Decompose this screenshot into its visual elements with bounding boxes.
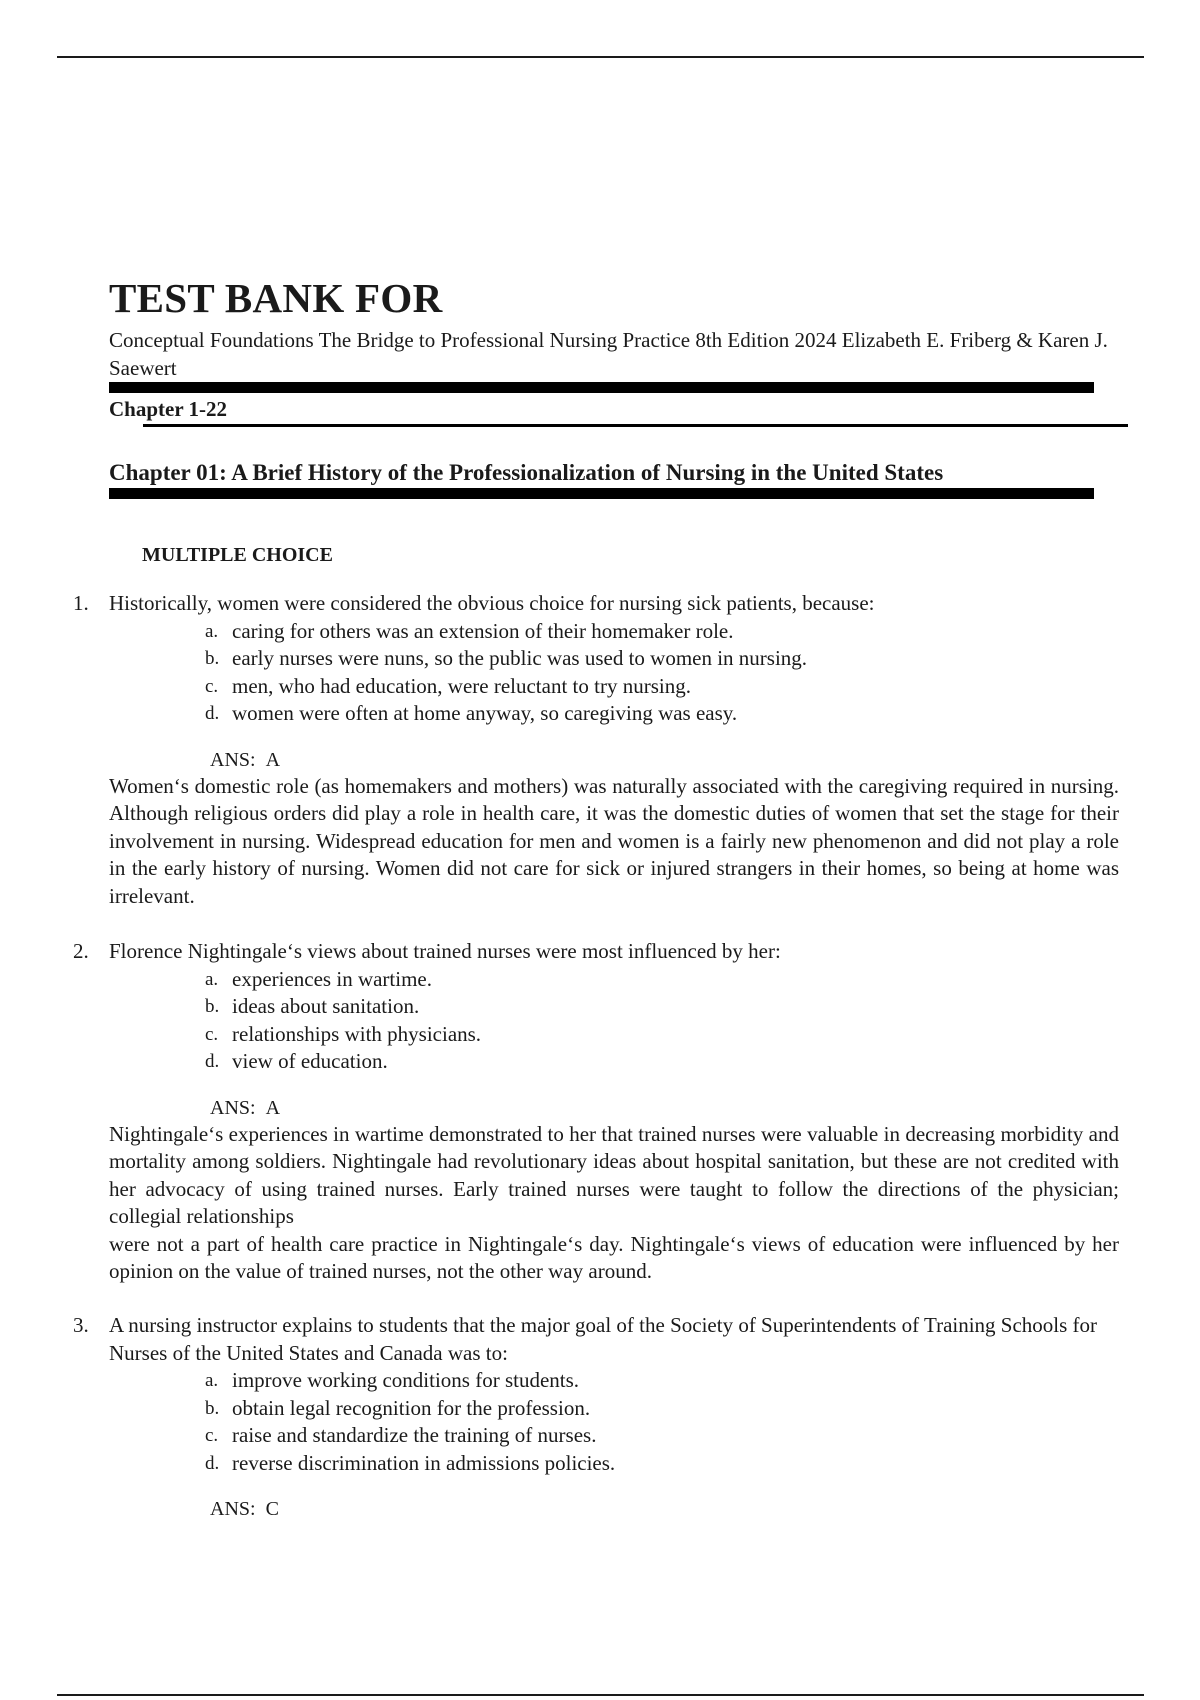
option-text: ideas about sanitation. bbox=[232, 994, 420, 1018]
question-text: Historically, women were considered the obvious choice for nursing sick patients, because: bbox=[109, 591, 875, 615]
answer-options bbox=[205, 966, 1133, 1076]
question-stem bbox=[73, 1312, 1133, 1367]
divider-bar-thick bbox=[109, 488, 1094, 499]
option-text: obtain legal recognition for the profession. bbox=[232, 1395, 591, 1420]
option-item bbox=[205, 1048, 1133, 1076]
option-letter: a. bbox=[205, 1370, 219, 1391]
option-letter: b. bbox=[205, 648, 220, 669]
answer-label: ANS: bbox=[210, 748, 256, 771]
document-subtitle: Conceptual Foundations The Bridge to Professional Nursing Practice 8th Edition 2024 Elizabeth E. Friberg & Karen J. Saewert bbox=[109, 328, 1108, 380]
document-title: TEST BANK FOR bbox=[109, 275, 443, 321]
question-stem bbox=[73, 590, 1133, 618]
answer-value: A bbox=[265, 1096, 281, 1119]
option-text: men, who had education, were reluctant to try nursing. bbox=[232, 673, 691, 698]
answer-key bbox=[210, 1496, 1133, 1522]
option-letter: c. bbox=[205, 1425, 219, 1446]
rationale-paragraph: were not a part of health care practice in Nightingale‘s day. Nightingale‘s views of education were influenced by her opinion on the value of trained nurses, not the other way around. bbox=[109, 1231, 1119, 1283]
answer-options bbox=[205, 618, 1133, 728]
answer-options bbox=[205, 1367, 1133, 1477]
option-item bbox=[205, 618, 1133, 646]
section-heading: MULTIPLE CHOICE bbox=[142, 544, 333, 566]
rationale-paragraph: Nightingale‘s experiences in wartime demonstrated to her that trained nurses were valuable in decreasing morbidity and mortality among soldiers. Nightingale had revolutionary ideas about hospital sanitation, but these are not credited with her advocacy of using trained nurses. Early trained nurses were taught to follow the directions of the physician; collegial relationships bbox=[109, 1121, 1119, 1228]
option-item bbox=[205, 1422, 1133, 1450]
question-2 bbox=[73, 938, 1133, 1286]
question-number: 1. bbox=[73, 591, 89, 615]
question-text: Florence Nightingale‘s views about trained nurses were most influenced by her: bbox=[109, 939, 781, 963]
option-text: raise and standardize the training of nurses. bbox=[232, 1423, 597, 1447]
divider-bar-thick bbox=[109, 382, 1094, 393]
option-letter: d. bbox=[205, 1051, 220, 1072]
option-letter: c. bbox=[205, 1023, 219, 1045]
question-number: 2. bbox=[73, 939, 89, 963]
option-item bbox=[205, 1367, 1133, 1395]
option-text: early nurses were nuns, so the public was used to women in nursing. bbox=[232, 646, 808, 670]
option-text: relationships with physicians. bbox=[232, 1021, 482, 1046]
answer-value: C bbox=[265, 1498, 279, 1520]
option-text: experiences in wartime. bbox=[232, 966, 432, 991]
option-letter: c. bbox=[205, 675, 219, 697]
chapter-range: Chapter 1-22 bbox=[109, 397, 228, 421]
option-item bbox=[205, 1450, 1133, 1478]
option-letter: b. bbox=[205, 1397, 220, 1419]
option-letter: b. bbox=[205, 996, 220, 1017]
answer-key bbox=[210, 747, 1133, 773]
chapter-title: Chapter 01: A Brief History of the Professionalization of Nursing in the United States bbox=[109, 460, 944, 485]
option-item bbox=[205, 700, 1133, 728]
question-stem bbox=[73, 938, 1133, 966]
option-text: improve working conditions for students. bbox=[232, 1368, 580, 1392]
option-item bbox=[205, 1395, 1133, 1423]
rationale bbox=[109, 773, 1119, 911]
option-item bbox=[205, 1021, 1133, 1049]
option-letter: a. bbox=[205, 620, 219, 642]
question-3 bbox=[73, 1312, 1133, 1522]
question-1 bbox=[73, 590, 1133, 910]
rationale bbox=[109, 1121, 1119, 1286]
answer-value: A bbox=[265, 748, 281, 771]
option-text: view of education. bbox=[232, 1049, 388, 1073]
divider-bar-thin bbox=[143, 424, 1128, 427]
answer-key bbox=[210, 1095, 1133, 1121]
option-letter: d. bbox=[205, 1452, 220, 1474]
bottom-page-rule bbox=[57, 1694, 1144, 1696]
question-number: 3. bbox=[73, 1313, 89, 1337]
rationale-paragraph: Women‘s domestic role (as homemakers and mothers) was naturally associated with the caregiving required in nursing. Although religious orders did play a role in health care, it was the domestic duties of women that set the stage for their involvement in nursing. Widespread education for men and women is a fairly new phenomenon and did not play a role in the early history of nursing. Women did not care for sick or injured strangers in their homes, so being at home was irrelevant. bbox=[109, 773, 1119, 908]
option-letter: d. bbox=[205, 703, 220, 724]
option-text: women were often at home anyway, so caregiving was easy. bbox=[232, 701, 738, 725]
option-text: caring for others was an extension of their homemaker role. bbox=[232, 618, 734, 643]
option-letter: a. bbox=[205, 968, 219, 990]
option-item bbox=[205, 673, 1133, 701]
answer-label: ANS: bbox=[210, 1096, 256, 1119]
option-item bbox=[205, 645, 1133, 673]
option-item bbox=[205, 966, 1133, 994]
answer-label: ANS: bbox=[210, 1498, 256, 1520]
option-text: reverse discrimination in admissions policies. bbox=[232, 1450, 616, 1475]
option-item bbox=[205, 993, 1133, 1021]
question-text: A nursing instructor explains to students that the major goal of the Society of Superintendents of Training Schools for Nurses of the United States and Canada was to: bbox=[109, 1313, 1098, 1365]
top-page-rule bbox=[57, 56, 1144, 58]
